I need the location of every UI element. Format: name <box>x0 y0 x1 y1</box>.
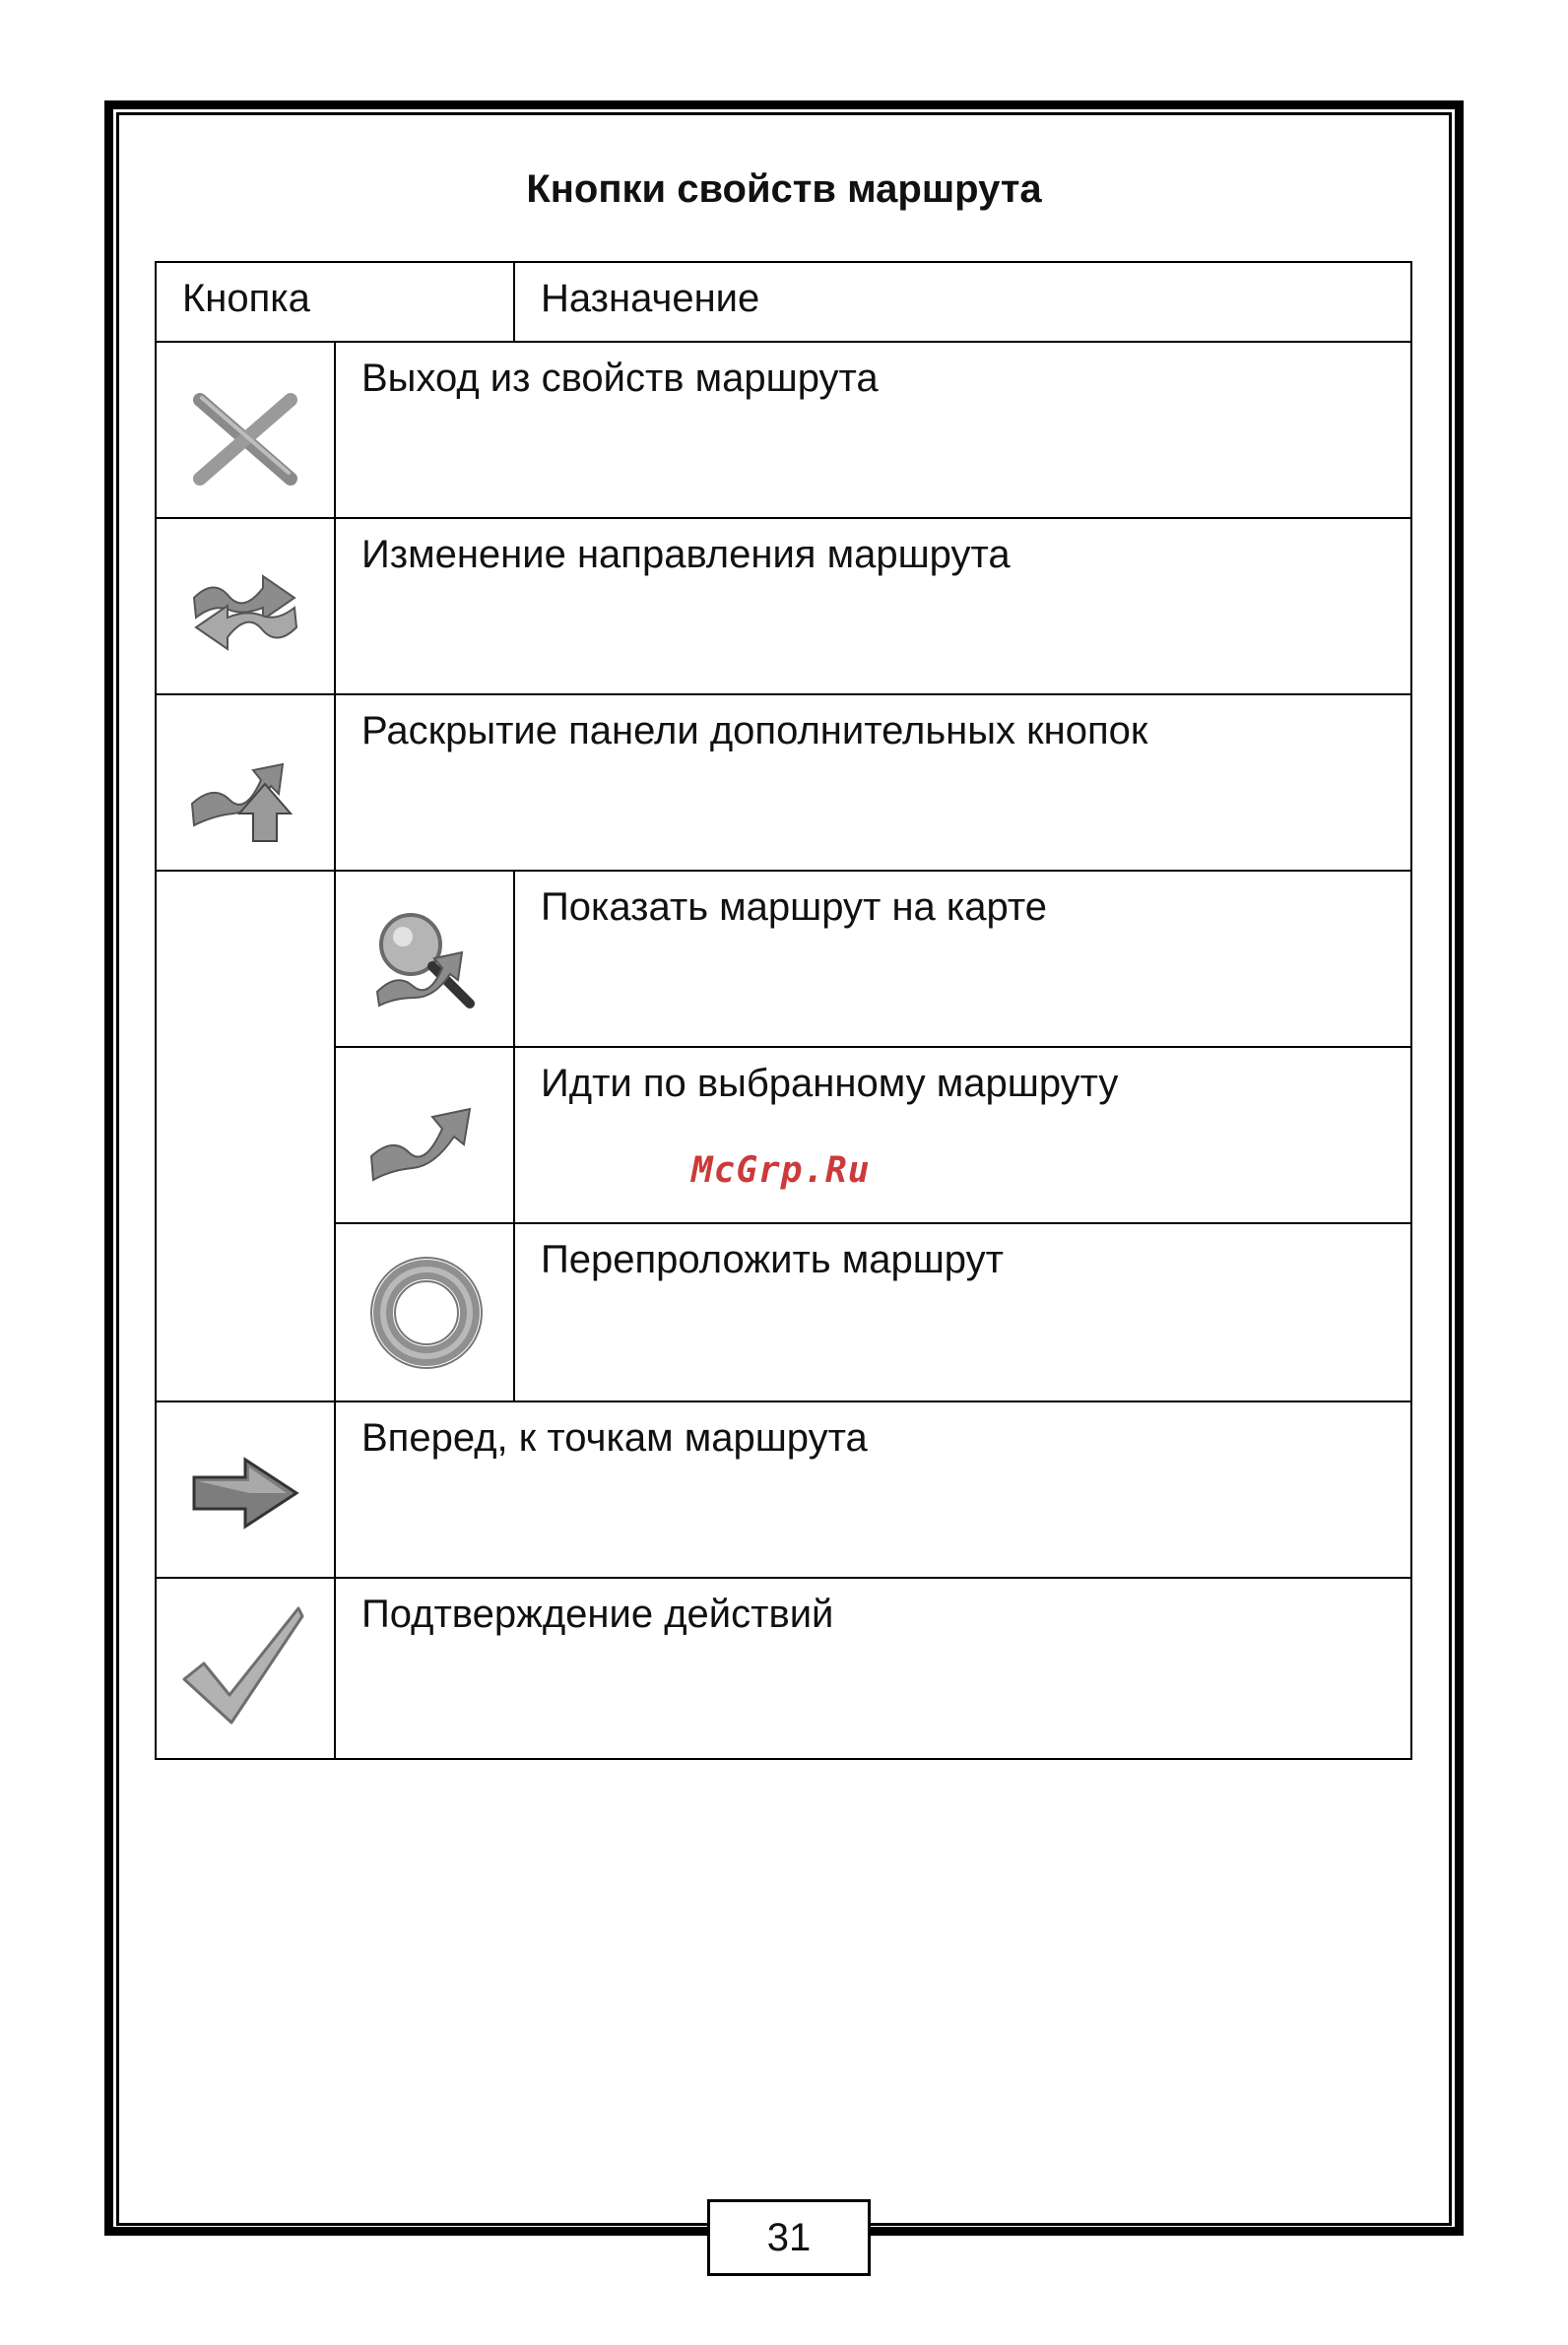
page-number-label: 31 <box>766 2215 812 2259</box>
table-row-icon-cell <box>334 870 515 1048</box>
row-description: Перепроложить маршрут <box>541 1238 1004 1281</box>
table-row-text-cell <box>334 693 1412 872</box>
watermark-text: McGrp.Ru <box>691 1150 871 1191</box>
header-label-button: Кнопка <box>182 277 310 320</box>
expand-panel-icon <box>184 735 306 843</box>
row-description: Идти по выбранному маршруту <box>541 1062 1119 1105</box>
forward-arrow-icon <box>188 1454 302 1532</box>
row-description: Выход из свойств маршрута <box>361 357 879 400</box>
page-title: Кнопки свойств маршрута <box>526 167 1042 211</box>
row-description: Раскрытие панели дополнительных кнопок <box>361 709 1148 752</box>
table-row-text-cell <box>334 1577 1412 1760</box>
header-label-purpose: Назначение <box>541 277 760 320</box>
close-x-icon <box>190 392 300 487</box>
recalculate-route-icon <box>367 1254 486 1372</box>
table-row-icon-cell <box>155 517 336 695</box>
table-row-icon-cell <box>334 1046 515 1224</box>
table-row-text-cell <box>513 1222 1412 1402</box>
header-cell-purpose <box>513 261 1412 343</box>
follow-route-icon <box>363 1087 486 1196</box>
row-description: Подтверждение действий <box>361 1593 834 1636</box>
table-row-icon-cell <box>155 693 336 872</box>
table-row-icon-cell <box>155 1400 336 1579</box>
checkmark-icon <box>178 1602 306 1730</box>
reverse-route-icon <box>184 558 306 667</box>
route-buttons-table <box>155 261 1412 1760</box>
page-number <box>707 2199 871 2276</box>
show-route-on-map-icon <box>363 899 486 1021</box>
sub-buttons-group-cell <box>155 870 336 1402</box>
header-cell-button <box>155 261 515 343</box>
row-description: Изменение направления маршрута <box>361 533 1011 576</box>
table-row-text-cell <box>334 517 1412 695</box>
table-row-icon-cell <box>155 341 336 519</box>
table-row-icon-cell <box>155 1577 336 1760</box>
table-row-text-cell <box>334 341 1412 519</box>
table-row-icon-cell <box>334 1222 515 1402</box>
table-row-text-cell <box>513 870 1412 1048</box>
row-description: Вперед, к точкам маршрута <box>361 1416 868 1460</box>
table-row-text-cell <box>513 1046 1412 1224</box>
table-row-text-cell <box>334 1400 1412 1579</box>
row-description: Показать маршрут на карте <box>541 885 1048 929</box>
